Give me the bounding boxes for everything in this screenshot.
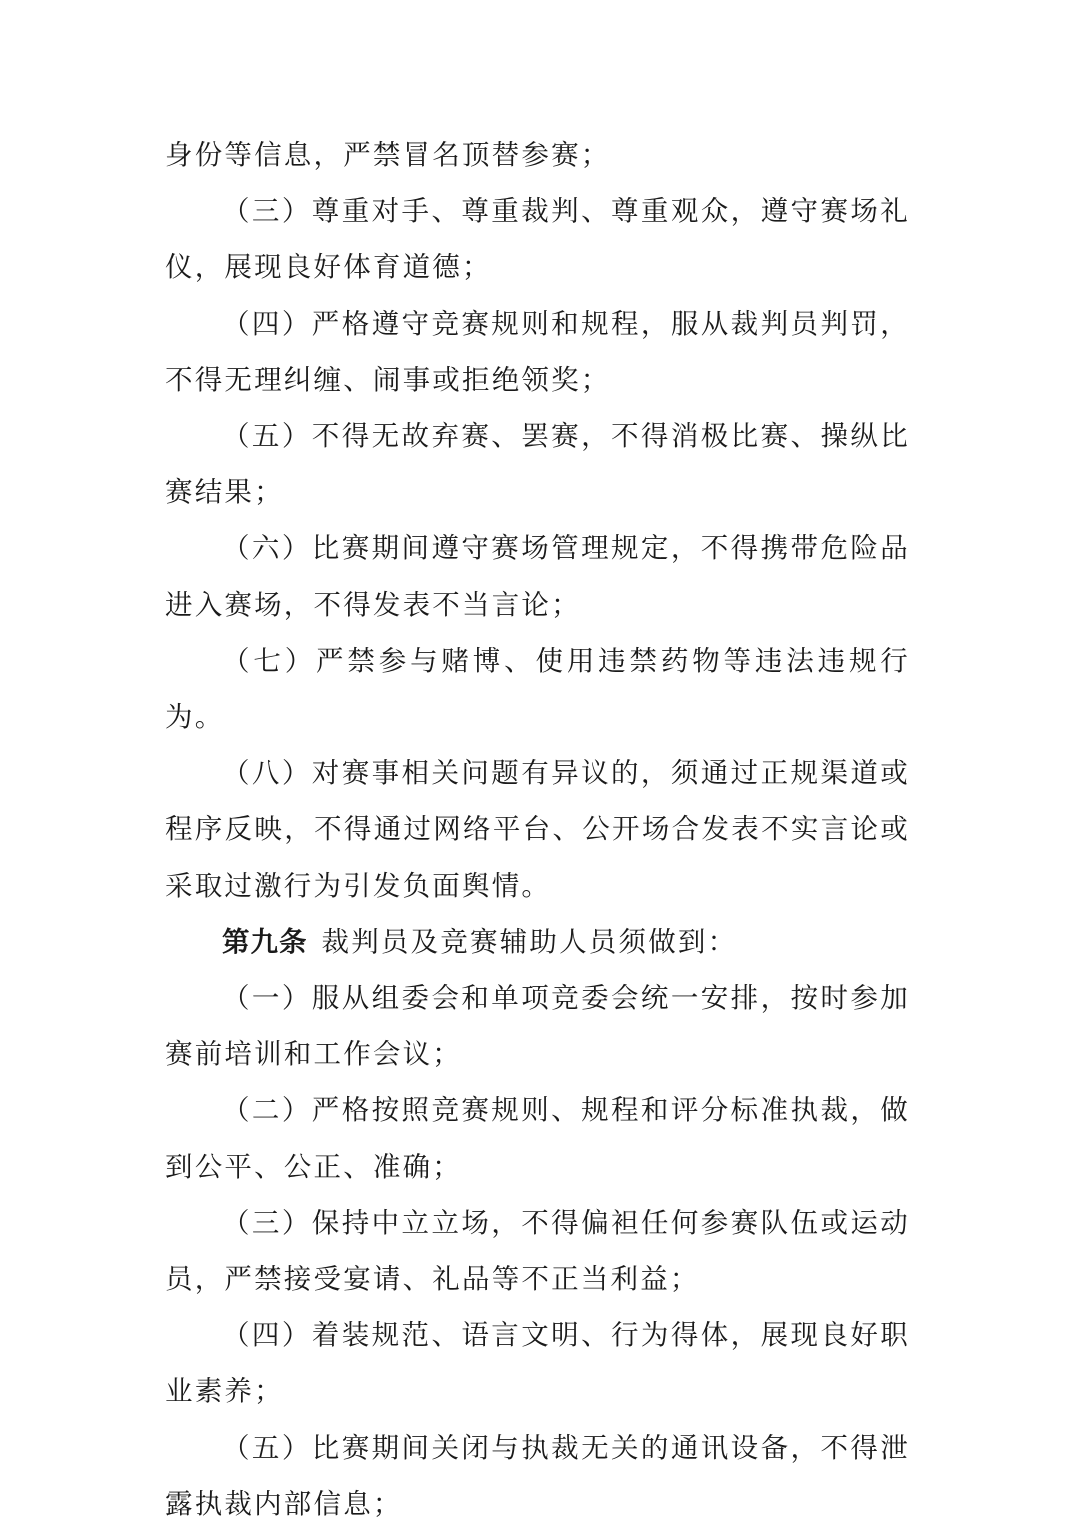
article-nine-label: 第九条: [222, 925, 308, 958]
article-nine-item-two: （二）严格按照竞赛规则、规程和评分标准执裁，做到公平、公正、准确；: [165, 1094, 910, 1183]
article-nine-text: 裁判员及竞赛辅助人员须做到：: [321, 925, 738, 958]
document-body: [165, 127, 910, 1532]
article-nine-item-five: （五）比赛期间关闭与执裁无关的通讯设备，不得泄露执裁内部信息；: [165, 1431, 910, 1520]
clause-six: （六）比赛期间遵守赛场管理规定，不得携带危险品进入赛场，不得发表不当言论；: [165, 532, 910, 621]
article-nine-heading: [165, 914, 910, 970]
article-nine-item-four: （四）着装规范、语言文明、行为得体，展现良好职业素养；: [165, 1319, 910, 1408]
clause-three: （三）尊重对手、尊重裁判、尊重观众，遵守赛场礼仪，展现良好体育道德；: [165, 195, 910, 284]
clause-five: （五）不得无故弃赛、罢赛，不得消极比赛、操纵比赛结果；: [165, 420, 910, 509]
clause-seven: （七）严禁参与赌博、使用违禁药物等违法违规行为。: [165, 644, 910, 734]
paragraph-continuation: 身份等信息，严禁冒名顶替参赛；: [165, 139, 611, 171]
article-nine-item-one: （一）服从组委会和单项竞委会统一安排，按时参加赛前培训和工作会议；: [165, 982, 910, 1071]
clause-eight: （八）对赛事相关问题有异议的，须通过正规渠道或程序反映，不得通过网络平台、公开场合发表不实言论或采取过激行为引发负面舆情。: [165, 757, 910, 902]
article-nine-item-three: （三）保持中立立场，不得偏袒任何参赛队伍或运动员，严禁接受宴请、礼品等不正当利益；: [165, 1206, 910, 1296]
clause-four: （四）严格遵守竞赛规则和规程，服从裁判员判罚，不得无理纠缠、闹事或拒绝领奖；: [165, 307, 910, 396]
